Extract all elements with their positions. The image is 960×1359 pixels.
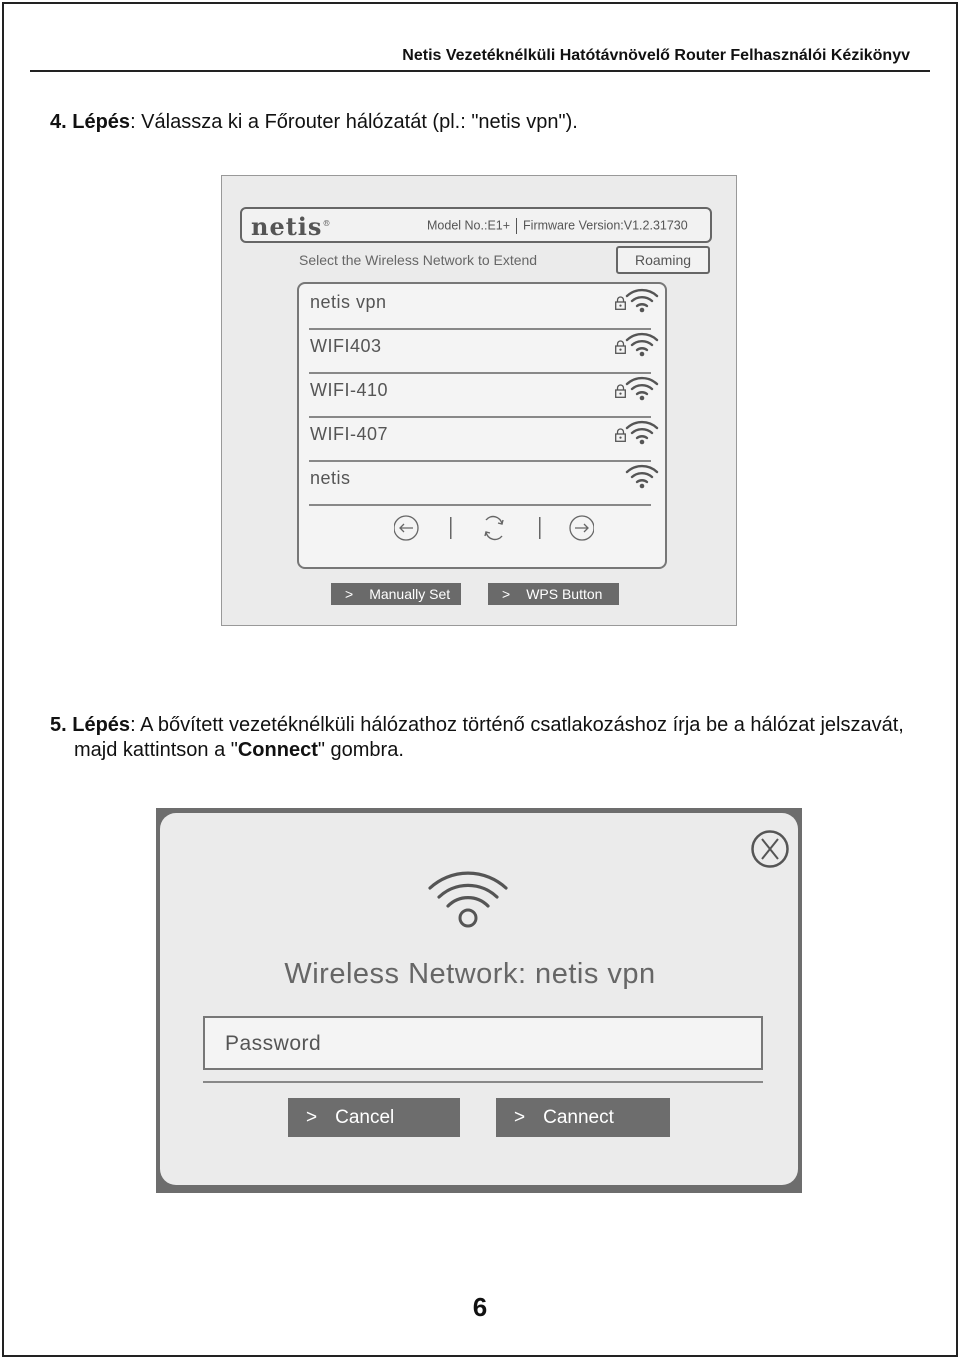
manually-set-label: Manually Set [369,586,451,602]
network-name: netis [310,468,351,488]
cancel-label: Cancel [335,1107,395,1128]
wifi-signal-icon [625,460,659,490]
wifi-signal-icon [625,416,659,446]
header-divider [30,70,930,72]
step-5-number: 5. [50,714,67,736]
wifi-signal-icon [625,284,659,314]
network-select-screen [221,175,737,626]
chevron-right-icon: > [306,1107,318,1128]
refresh-icon[interactable] [485,516,503,539]
step-5-text: : A bővített vezetéknélküli hálózathoz történő csatlakozáshoz írja be a hálózat jelszavát, [130,714,904,736]
step-5-keyword: Lépés [72,714,131,736]
control-separator [450,517,452,539]
network-item[interactable] [309,284,651,330]
wifi-signal-icon [625,372,659,402]
step-4-number: 4. [50,111,67,133]
password-field[interactable] [203,1016,763,1070]
chevron-right-icon: > [345,586,354,602]
chevron-right-icon: > [502,586,511,602]
device-header [240,207,712,243]
network-name: WIFI-407 [310,424,389,444]
device-info [427,218,688,234]
firmware-version: Firmware Version:V1.2.31730 [523,218,688,233]
model-number: Model No.:E1+ [427,218,511,233]
wps-button[interactable] [488,583,619,605]
page-number: 6 [472,1292,488,1322]
network-name: WIFI403 [310,336,382,356]
manually-set-button[interactable] [331,583,461,605]
wifi-icon [426,865,510,929]
connect-keyword: Connect [237,739,318,761]
password-input[interactable] [223,1031,727,1057]
password-dialog [160,813,798,1185]
network-list-panel [297,282,667,569]
step-5-instruction [50,713,950,763]
network-item[interactable] [309,416,651,462]
back-arrow-icon[interactable] [394,516,418,540]
wifi-signal-icon [625,328,659,358]
roaming-button[interactable]: Roaming [616,246,710,274]
manual-title: Netis Vezetéknélküli Hatótávnövelő Router Felhasználói Kézikönyv [402,47,910,64]
network-name: netis vpn [310,292,387,312]
netis-logo: netis® [251,212,332,241]
step-4-keyword: Lépés [72,111,131,133]
step-4-text: : Válassza ki a Főrouter hálózatát (pl.: "netis vpn"). [130,111,578,133]
connect-label: Cannect [543,1107,614,1128]
password-dialog-screen [156,808,802,1193]
step-5-continuation: majd kattintson a "Connect" gombra. [74,739,404,761]
step-4-instruction [50,110,578,135]
network-item[interactable] [309,328,651,374]
network-item[interactable] [309,460,651,506]
control-separator [539,517,541,539]
select-network-label: Select the Wireless Network to Extend [299,252,538,268]
cancel-button[interactable] [288,1098,460,1137]
network-item[interactable] [309,372,651,418]
wireless-network-title: Wireless Network: netis vpn [284,958,656,990]
field-underline [203,1081,763,1083]
forward-arrow-icon[interactable] [570,516,594,540]
connect-button[interactable] [496,1098,670,1137]
wps-button-label: WPS Button [526,586,603,602]
chevron-right-icon: > [514,1107,526,1128]
navigation-controls [394,511,594,545]
network-name: WIFI-410 [310,380,389,400]
close-icon[interactable] [750,829,790,869]
